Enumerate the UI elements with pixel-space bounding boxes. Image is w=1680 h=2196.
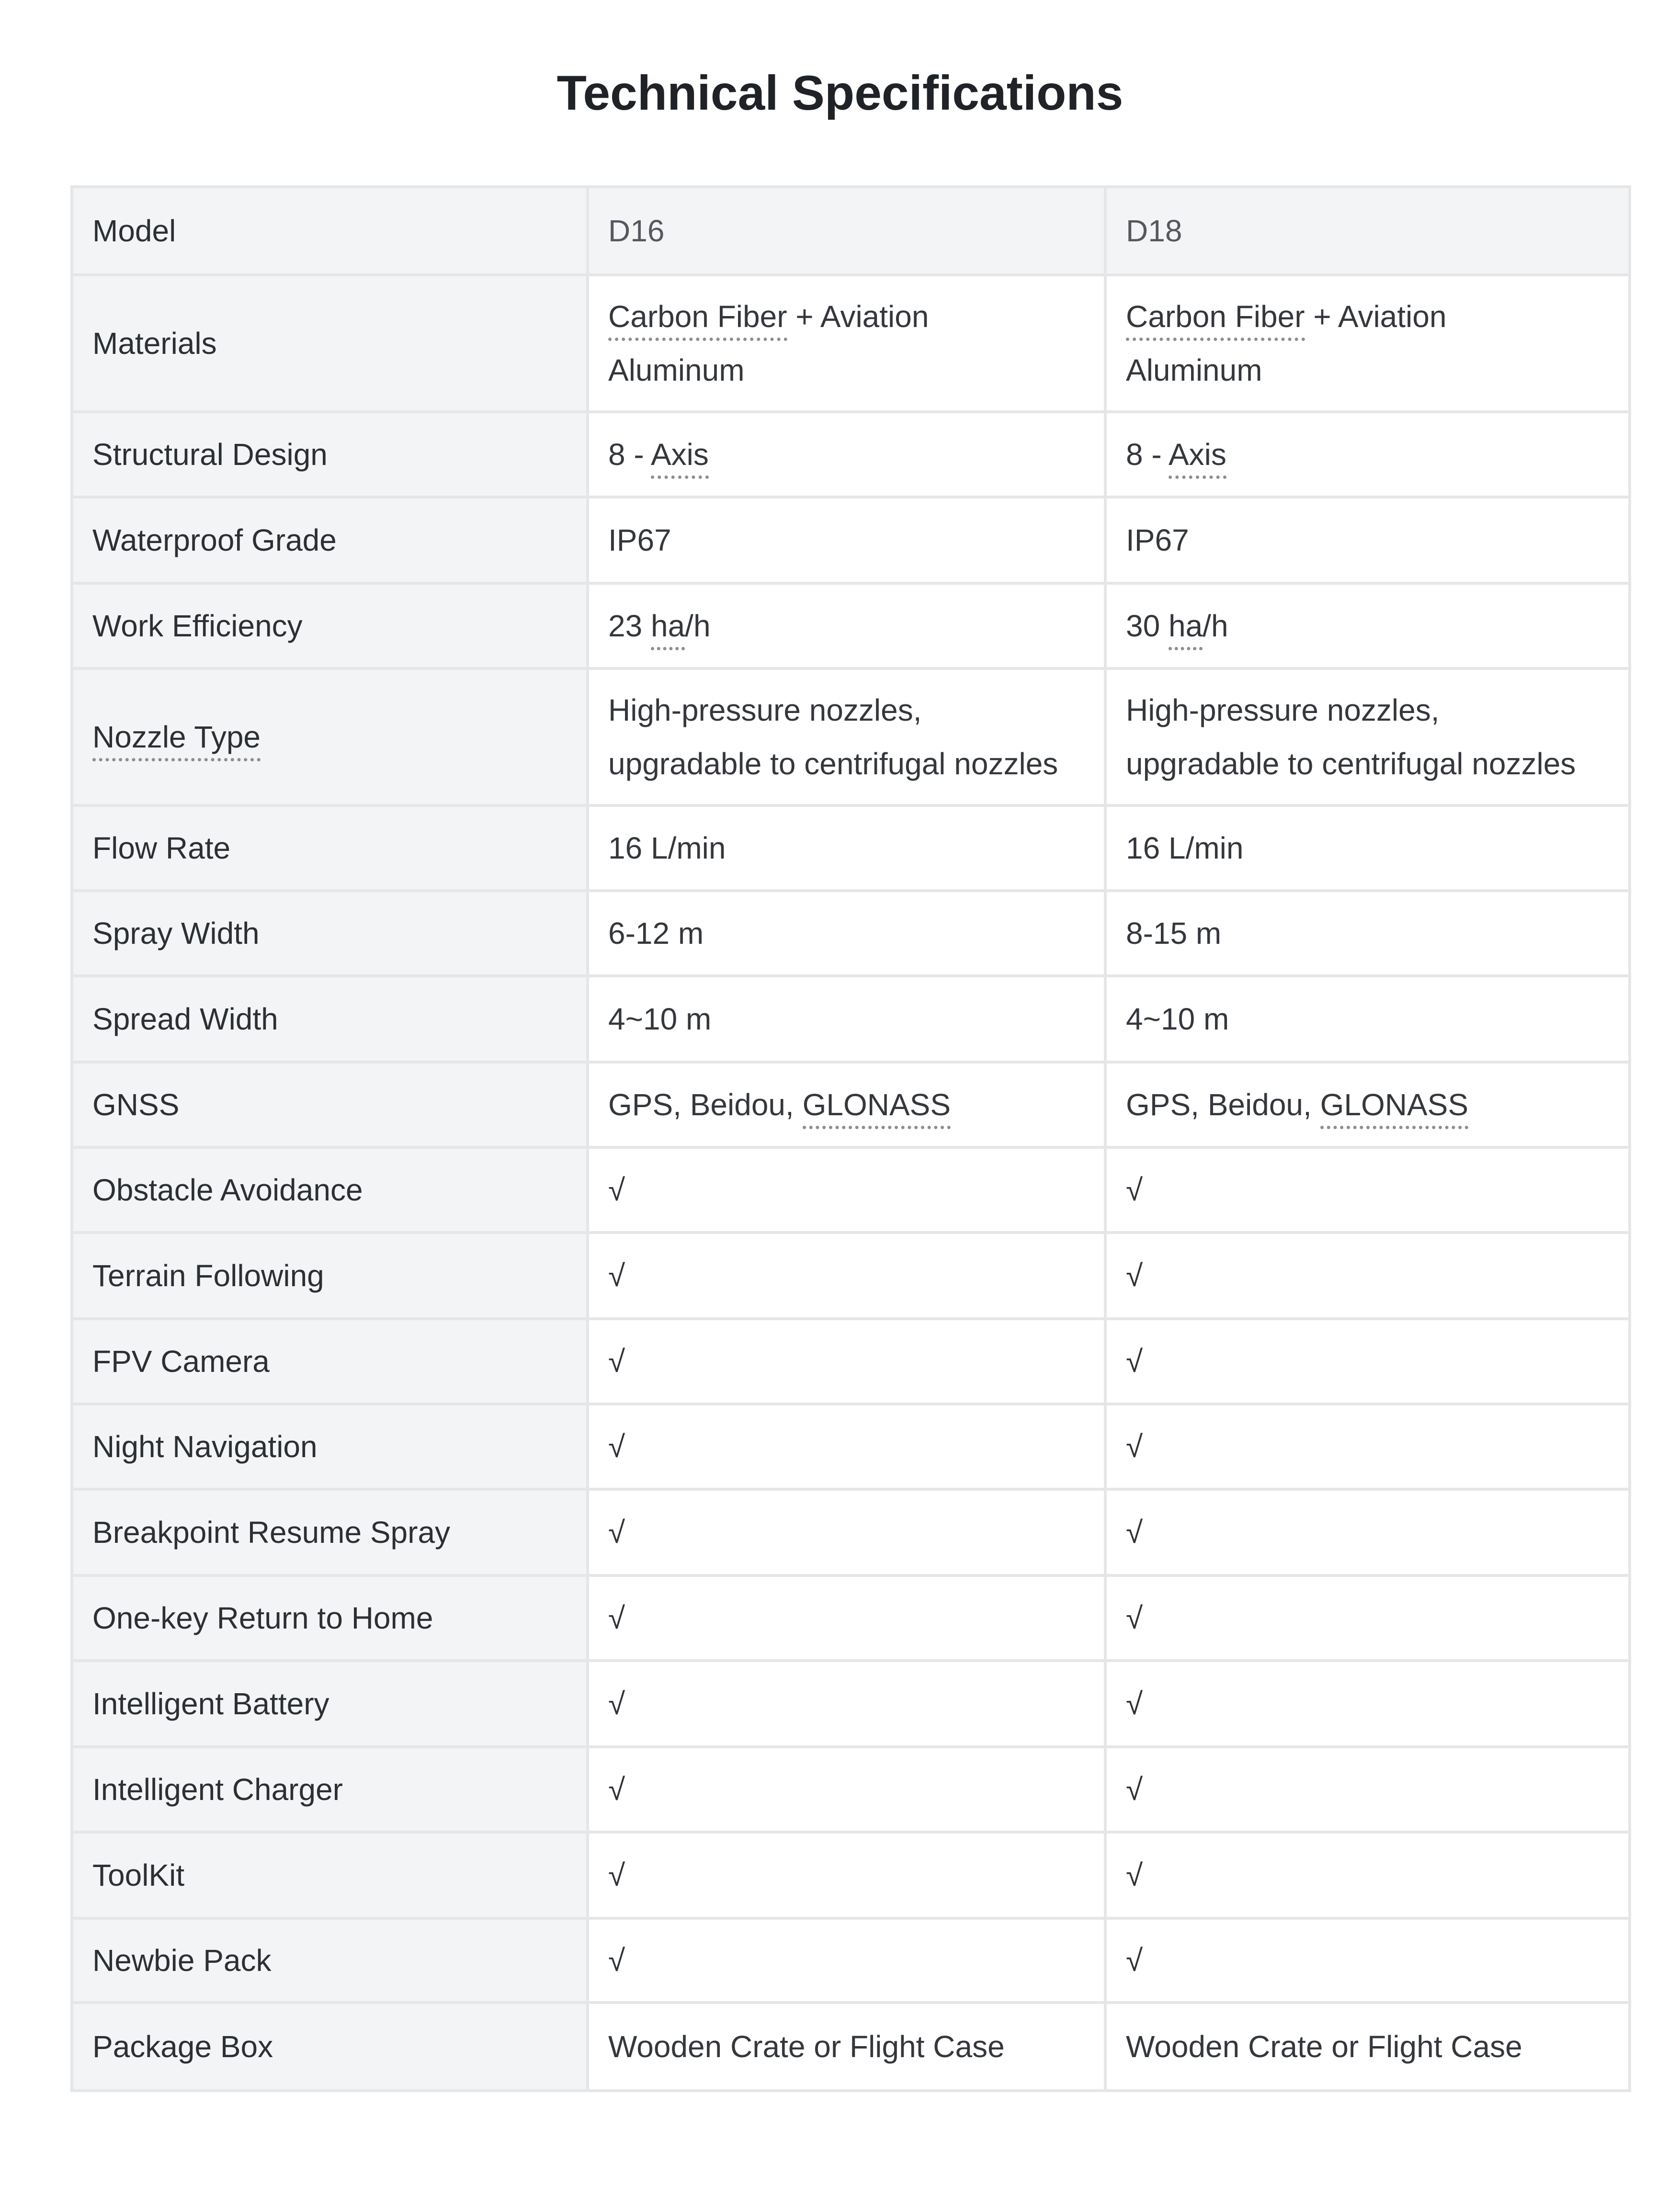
table-row [72, 187, 1630, 275]
cell-text: FPV Camera [92, 1344, 270, 1379]
spec-value-cell [1105, 1832, 1630, 1918]
cell-line [92, 710, 562, 764]
spec-label-cell [72, 976, 588, 1062]
spec-value-cell [588, 1404, 1105, 1489]
cell-line [92, 1506, 562, 1559]
cell-text: 8 - [1126, 437, 1169, 472]
table-row [72, 2003, 1630, 2091]
cell-text: Breakpoint Resume Spray [92, 1515, 451, 1550]
table-row [72, 275, 1630, 412]
cell-line [1126, 1078, 1604, 1132]
cell-text: Package Box [92, 2029, 273, 2064]
table-row [72, 583, 1630, 668]
dotted-underline-text: GLONASS [1320, 1087, 1468, 1129]
cell-line [1126, 992, 1604, 1046]
spec-value-cell [1105, 187, 1630, 275]
cell-text: Materials [92, 326, 217, 361]
spec-label-cell [72, 497, 588, 583]
spec-label-cell [72, 1147, 588, 1233]
cell-text: 30 [1126, 609, 1169, 643]
spec-value-cell [588, 2003, 1105, 2091]
cell-text: Model [92, 214, 176, 248]
table-row [72, 1233, 1630, 1319]
spec-value-cell [1105, 583, 1630, 668]
cell-text: upgradable to centrifugal nozzles [608, 747, 1058, 781]
table-row [72, 1319, 1630, 1404]
spec-value-cell [1105, 1319, 1630, 1404]
cell-text: Aluminum [608, 353, 745, 387]
checkmark-icon: √ [608, 1858, 625, 1892]
cell-line [1126, 683, 1604, 737]
cell-text: IP67 [1126, 523, 1189, 557]
cell-text: GPS, Beidou, [1126, 1087, 1320, 1122]
spec-value-cell [1105, 1661, 1630, 1747]
spec-label-cell [72, 1918, 588, 2003]
cell-line [1126, 428, 1604, 481]
spec-value-cell [588, 1233, 1105, 1319]
cell-text: 4~10 m [608, 1002, 712, 1036]
cell-text: One-key Return to Home [92, 1601, 433, 1635]
checkmark-icon: √ [1126, 1258, 1143, 1293]
spec-label-cell [72, 668, 588, 805]
cell-line [1126, 737, 1604, 791]
cell-line [92, 1420, 562, 1473]
checkmark-icon: √ [1126, 1858, 1143, 1892]
spec-label-cell [72, 891, 588, 976]
spec-value-cell [1105, 412, 1630, 497]
table-row [72, 668, 1630, 805]
cell-text: Flow Rate [92, 831, 231, 865]
spec-value-cell [1105, 668, 1630, 805]
cell-line [608, 1078, 1080, 1132]
cell-text: Aluminum [1126, 353, 1262, 387]
table-row [72, 1832, 1630, 1918]
spec-value-cell [588, 1319, 1105, 1404]
cell-text: IP67 [608, 523, 671, 557]
cell-line [608, 1420, 1080, 1473]
table-row [72, 497, 1630, 583]
spec-value-cell [588, 1747, 1105, 1832]
cell-line [1126, 1335, 1604, 1388]
spec-label-cell [72, 1319, 588, 1404]
cell-line [608, 1934, 1080, 1987]
spec-value-cell [1105, 891, 1630, 976]
table-row [72, 1062, 1630, 1147]
cell-line [608, 1335, 1080, 1388]
checkmark-icon: √ [1126, 1429, 1143, 1464]
cell-line [92, 2020, 562, 2073]
table-row [72, 1489, 1630, 1575]
cell-line [1126, 599, 1604, 653]
checkmark-icon: √ [1126, 1344, 1143, 1379]
spec-value-cell [588, 497, 1105, 583]
cell-line [92, 1677, 562, 1731]
spec-value-cell [588, 1918, 1105, 2003]
cell-text: /h [685, 609, 711, 643]
cell-line [1126, 1591, 1604, 1645]
dotted-underline-text: Nozzle Type [92, 720, 261, 761]
table-row [72, 1147, 1630, 1233]
spec-label-cell [72, 1233, 588, 1319]
cell-line [608, 1163, 1080, 1217]
checkmark-icon: √ [608, 1344, 625, 1379]
checkmark-icon: √ [1126, 1943, 1143, 1978]
cell-line [1126, 906, 1604, 960]
cell-text: + Aviation [1305, 299, 1447, 334]
cell-text: Wooden Crate or Flight Case [608, 2029, 1005, 2064]
spec-label-cell [72, 1404, 588, 1489]
spec-label-cell [72, 412, 588, 497]
checkmark-icon: √ [608, 1173, 625, 1207]
cell-line [1126, 1934, 1604, 1987]
cell-text: GPS, Beidou, [608, 1087, 803, 1122]
spec-label-cell [72, 1575, 588, 1661]
spec-value-cell [1105, 1489, 1630, 1575]
cell-line [92, 513, 562, 567]
cell-text: GNSS [92, 1087, 180, 1122]
spec-label-cell [72, 1832, 588, 1918]
cell-line [608, 290, 1080, 343]
cell-line [608, 1677, 1080, 1731]
cell-line [1126, 1848, 1604, 1902]
cell-line [608, 821, 1080, 875]
cell-line [608, 737, 1080, 791]
cell-text: upgradable to centrifugal nozzles [1126, 747, 1576, 781]
cell-line [92, 599, 562, 653]
cell-text: ToolKit [92, 1858, 185, 1892]
cell-line [608, 906, 1080, 960]
checkmark-icon: √ [608, 1258, 625, 1293]
cell-line [1126, 513, 1604, 567]
table-row [72, 891, 1630, 976]
checkmark-icon: √ [608, 1687, 625, 1721]
cell-line [1126, 343, 1604, 397]
spec-table-body [72, 187, 1630, 2091]
spec-value-cell [1105, 1747, 1630, 1832]
table-row [72, 412, 1630, 497]
cell-text: Work Efficiency [92, 609, 303, 643]
cell-text: 8-15 m [1126, 916, 1222, 951]
cell-text: Terrain Following [92, 1258, 324, 1293]
table-row [72, 1575, 1630, 1661]
cell-line [608, 683, 1080, 737]
cell-line [92, 1335, 562, 1388]
spec-value-cell [588, 412, 1105, 497]
cell-line [1126, 1763, 1604, 1816]
checkmark-icon: √ [608, 1601, 625, 1635]
spec-value-cell [588, 275, 1105, 412]
cell-text: Intelligent Battery [92, 1687, 329, 1721]
cell-line [92, 1591, 562, 1645]
table-row [72, 1661, 1630, 1747]
cell-line [92, 1163, 562, 1217]
dotted-underline-text: Axis [1169, 437, 1226, 479]
cell-text: Obstacle Avoidance [92, 1173, 363, 1207]
spec-label-cell [72, 2003, 588, 2091]
table-row [72, 976, 1630, 1062]
cell-line [608, 204, 1080, 258]
cell-line [608, 1249, 1080, 1302]
checkmark-icon: √ [1126, 1772, 1143, 1807]
cell-line [1126, 1420, 1604, 1473]
table-row [72, 805, 1630, 891]
cell-line [92, 1934, 562, 1987]
checkmark-icon: √ [1126, 1173, 1143, 1207]
cell-text: Waterproof Grade [92, 523, 337, 557]
cell-text: 4~10 m [1126, 1002, 1229, 1036]
cell-text: 8 - [608, 437, 651, 472]
dotted-underline-text: Carbon Fiber [608, 299, 787, 341]
cell-line [1126, 1249, 1604, 1302]
spec-value-cell [1105, 1233, 1630, 1319]
spec-value-cell [588, 1062, 1105, 1147]
spec-value-cell [1105, 1918, 1630, 2003]
cell-text: Structural Design [92, 437, 328, 472]
checkmark-icon: √ [608, 1943, 625, 1978]
spec-value-cell [588, 583, 1105, 668]
cell-line [608, 1763, 1080, 1816]
cell-text: D16 [608, 214, 665, 248]
spec-value-cell [588, 1575, 1105, 1661]
spec-value-cell [1105, 805, 1630, 891]
cell-line [608, 2020, 1080, 2073]
cell-line [608, 513, 1080, 567]
spec-label-cell [72, 1747, 588, 1832]
spec-value-cell [588, 1147, 1105, 1233]
cell-text: 23 [608, 609, 651, 643]
cell-line [608, 992, 1080, 1046]
cell-line [92, 1763, 562, 1816]
cell-text: Intelligent Charger [92, 1772, 343, 1807]
cell-line [1126, 1677, 1604, 1731]
spec-value-cell [1105, 1062, 1630, 1147]
cell-line [92, 1249, 562, 1302]
cell-line [1126, 1506, 1604, 1559]
cell-line [608, 428, 1080, 481]
cell-line [608, 599, 1080, 653]
spec-value-cell [1105, 976, 1630, 1062]
cell-line [1126, 821, 1604, 875]
cell-text: High-pressure nozzles, [608, 693, 922, 727]
spec-value-cell [588, 1832, 1105, 1918]
cell-text: /h [1203, 609, 1228, 643]
spec-value-cell [1105, 1404, 1630, 1489]
cell-text: Wooden Crate or Flight Case [1126, 2029, 1522, 2064]
cell-line [608, 1848, 1080, 1902]
cell-line [92, 1078, 562, 1132]
dotted-underline-text: ha [1169, 609, 1203, 650]
cell-line [1126, 1163, 1604, 1217]
spec-value-cell [588, 891, 1105, 976]
cell-text: High-pressure nozzles, [1126, 693, 1440, 727]
table-row [72, 1918, 1630, 2003]
spec-value-cell [588, 1489, 1105, 1575]
cell-line [92, 906, 562, 960]
spec-value-cell [588, 187, 1105, 275]
checkmark-icon: √ [608, 1515, 625, 1550]
table-row [72, 1747, 1630, 1832]
cell-text: Spread Width [92, 1002, 278, 1036]
cell-line [92, 1848, 562, 1902]
spec-value-cell [1105, 1575, 1630, 1661]
cell-line [1126, 204, 1604, 258]
checkmark-icon: √ [1126, 1687, 1143, 1721]
page-title: Technical Specifications [556, 66, 1124, 120]
dotted-underline-text: GLONASS [803, 1087, 951, 1129]
checkmark-icon: √ [608, 1772, 625, 1807]
cell-line [92, 821, 562, 875]
spec-value-cell [1105, 2003, 1630, 2091]
cell-text: Spray Width [92, 916, 260, 951]
spec-label-cell [72, 583, 588, 668]
cell-text: Night Navigation [92, 1429, 318, 1464]
cell-line [92, 204, 562, 258]
spec-value-cell [1105, 275, 1630, 412]
spec-value-cell [1105, 1147, 1630, 1233]
cell-line [92, 317, 562, 370]
cell-text: Newbie Pack [92, 1943, 272, 1978]
cell-text: 16 L/min [1126, 831, 1244, 865]
cell-text: + Aviation [787, 299, 929, 334]
spec-value-cell [588, 976, 1105, 1062]
cell-line [608, 1506, 1080, 1559]
dotted-underline-text: ha [651, 609, 685, 650]
spec-label-cell [72, 1489, 588, 1575]
cell-line [92, 428, 562, 481]
technical-specifications-table [70, 185, 1631, 2092]
cell-line [608, 1591, 1080, 1645]
spec-label-cell [72, 275, 588, 412]
cell-line [608, 343, 1080, 397]
cell-line [1126, 2020, 1604, 2073]
spec-label-cell [72, 1661, 588, 1747]
checkmark-icon: √ [1126, 1601, 1143, 1635]
dotted-underline-text: Carbon Fiber [1126, 299, 1305, 341]
table-row [72, 1404, 1630, 1489]
cell-text: D18 [1126, 214, 1182, 248]
spec-label-cell [72, 1062, 588, 1147]
spec-value-cell [588, 805, 1105, 891]
cell-line [1126, 290, 1604, 343]
spec-value-cell [588, 1661, 1105, 1747]
spec-value-cell [588, 668, 1105, 805]
spec-label-cell [72, 805, 588, 891]
checkmark-icon: √ [1126, 1515, 1143, 1550]
cell-line [92, 992, 562, 1046]
spec-label-cell [72, 187, 588, 275]
checkmark-icon: √ [608, 1429, 625, 1464]
cell-text: 16 L/min [608, 831, 726, 865]
spec-value-cell [1105, 497, 1630, 583]
cell-text: 6-12 m [608, 916, 704, 951]
dotted-underline-text: Axis [651, 437, 709, 479]
